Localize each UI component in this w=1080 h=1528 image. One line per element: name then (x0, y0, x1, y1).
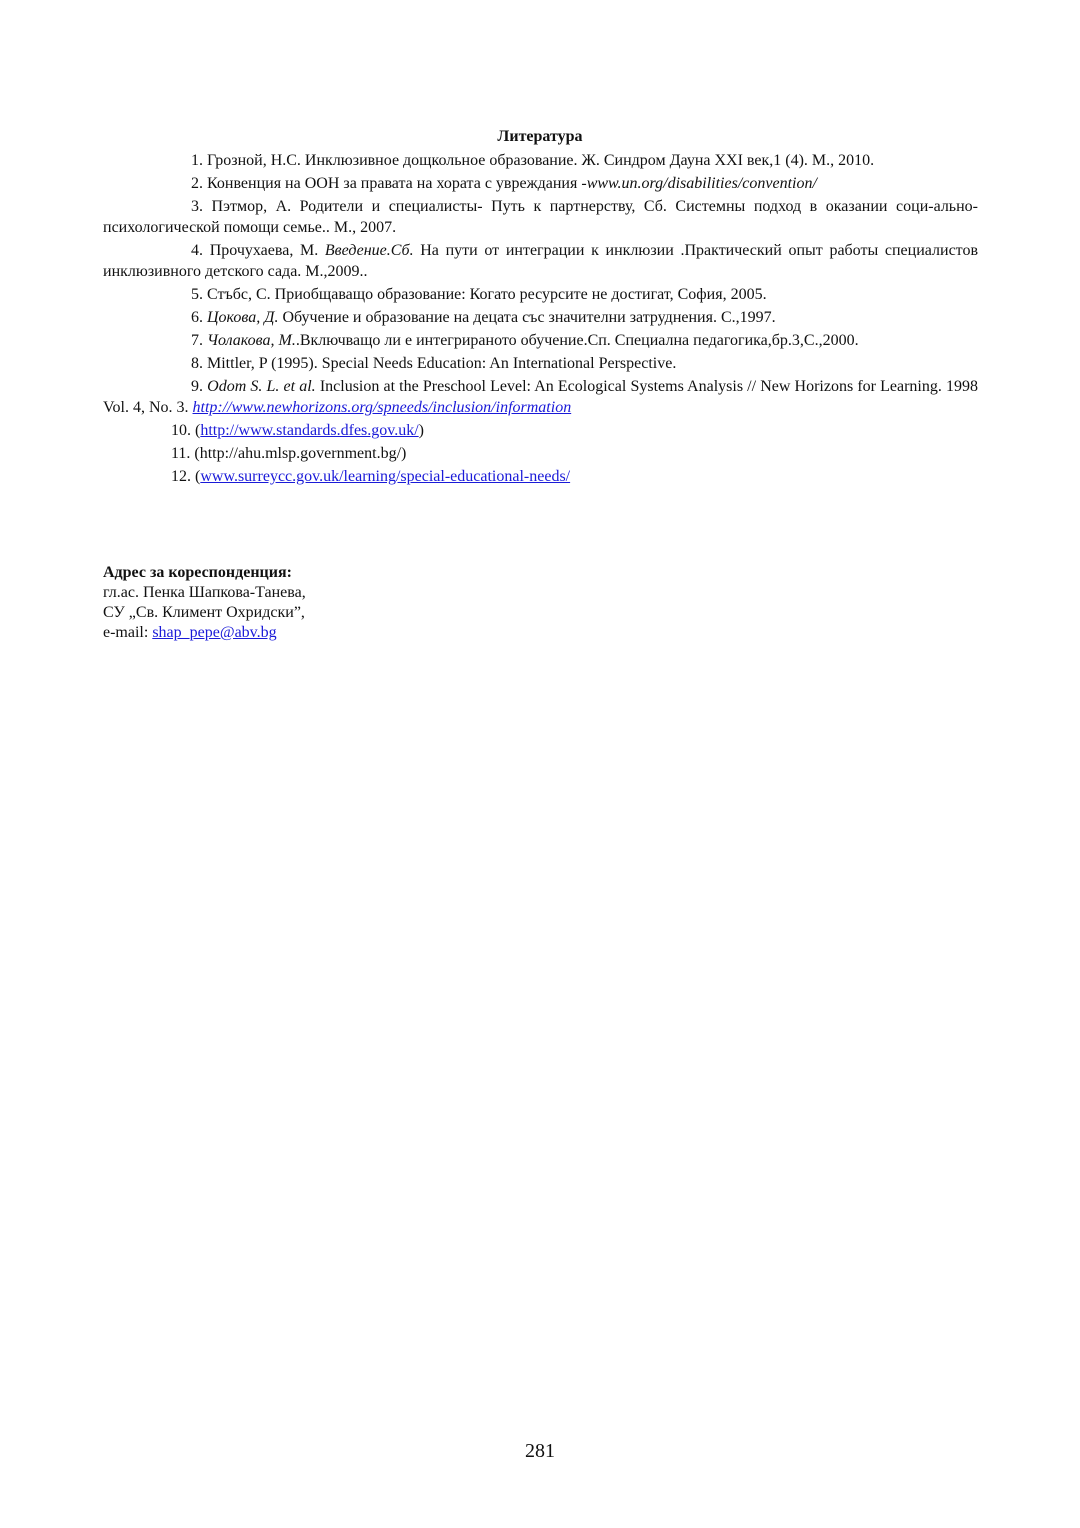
reference-link[interactable]: www.surreycc.gov.uk/learning/special-educational-needs/ (200, 468, 571, 485)
address-institution: СУ „Св. Климент Охридски”, (103, 604, 305, 621)
reference-item-8 (103, 353, 978, 376)
reference-item-12 (103, 466, 978, 489)
address-email-line (103, 623, 306, 643)
reference-item-3 (103, 196, 978, 240)
reference-item-9 (103, 376, 978, 420)
reference-number: 10. (171, 422, 191, 439)
reference-item-5 (103, 284, 978, 307)
reference-item-4 (103, 240, 978, 284)
reference-number: 3. (191, 198, 203, 215)
reference-number: 12. (171, 468, 191, 485)
reference-number: 2. (191, 175, 203, 192)
references-heading: Литература (497, 128, 583, 145)
reference-text: Inclusion at the Preschool Level: An Ecological Systems Analysis // New Horizons for Learning. 1998 Vol. 4, No. 3. (103, 378, 979, 416)
reference-close-paren: ) (418, 422, 424, 439)
reference-author: Прочухаева, М. (209, 242, 325, 259)
reference-text: На пути от интеграции к инклюзии .Практический опыт работы специалистов инклюзивного детского сада. М.,2009.. (103, 242, 979, 280)
reference-text: Грозной, Н.С. Инклюзивное дощкольное образование. Ж. Синдром Дауна XXI век,1 (4). М., 2010. (207, 152, 875, 169)
address-title: Адрес за кореспонденция: (103, 564, 292, 581)
reference-number: 4. (191, 242, 203, 259)
reference-item-10 (103, 420, 978, 443)
reference-number: 7. (191, 332, 203, 349)
reference-open-paren: ( (195, 422, 201, 439)
page-number: 281 (525, 1440, 555, 1462)
reference-italic-title: Введение.Сб. (324, 242, 414, 259)
references-list (103, 150, 978, 489)
reference-italic-author: Odom S. L. et al. (207, 378, 316, 395)
reference-text: Обучение и образование на децата със значителни затруднения. С.,1997. (278, 309, 776, 326)
reference-link[interactable]: http://www.newhorizons.org/spneeds/inclusion/information (192, 399, 572, 416)
reference-item-2 (103, 173, 978, 196)
reference-item-7 (103, 330, 978, 353)
reference-number: 6. (191, 309, 203, 326)
reference-italic-author: Чолакова, М. (207, 332, 296, 349)
reference-text: Конвенция на ООН за правата на хората с увреждания - (207, 175, 587, 192)
reference-number: 5. (191, 286, 203, 303)
reference-item-1 (103, 150, 978, 173)
reference-text: .Включващо ли е интегрираното обучение.Сп. Специална педагогика,бр.3,С.,2000. (295, 332, 859, 349)
reference-item-6 (103, 307, 978, 330)
reference-text: Стъбс, С. Приобщаващо образование: Когато ресурсите не достигат, София, 2005. (207, 286, 767, 303)
reference-number: 1. (191, 152, 203, 169)
reference-number: 11. (171, 445, 191, 462)
reference-link[interactable]: http://www.standards.dfes.gov.uk/ (200, 422, 419, 439)
reference-text: (http://ahu.mlsp.government.bg/) (194, 445, 407, 462)
reference-number: 8. (191, 355, 203, 372)
reference-text: Mittler, P (1995). Special Needs Education: An International Perspective. (207, 355, 677, 372)
email-label: e-mail: (103, 624, 153, 641)
reference-url-italic: www.un.org/disabilities/convention/ (586, 175, 817, 192)
reference-open-paren: ( (195, 468, 201, 485)
reference-item-11 (103, 443, 978, 466)
reference-text: Пэтмор, А. Родители и специалисты- Путь к партнерству, Сб. Системны подход в оказании соци-ально-психологической помощи семье.. М., 2007. (103, 198, 978, 236)
correspondence-address (103, 563, 306, 643)
email-link[interactable]: shap_pepe@abv.bg (152, 624, 277, 641)
address-name: гл.ас. Пенка Шапкова-Танева, (103, 584, 306, 601)
reference-italic-author: Цокова, Д. (207, 309, 279, 326)
reference-number: 9. (191, 378, 203, 395)
